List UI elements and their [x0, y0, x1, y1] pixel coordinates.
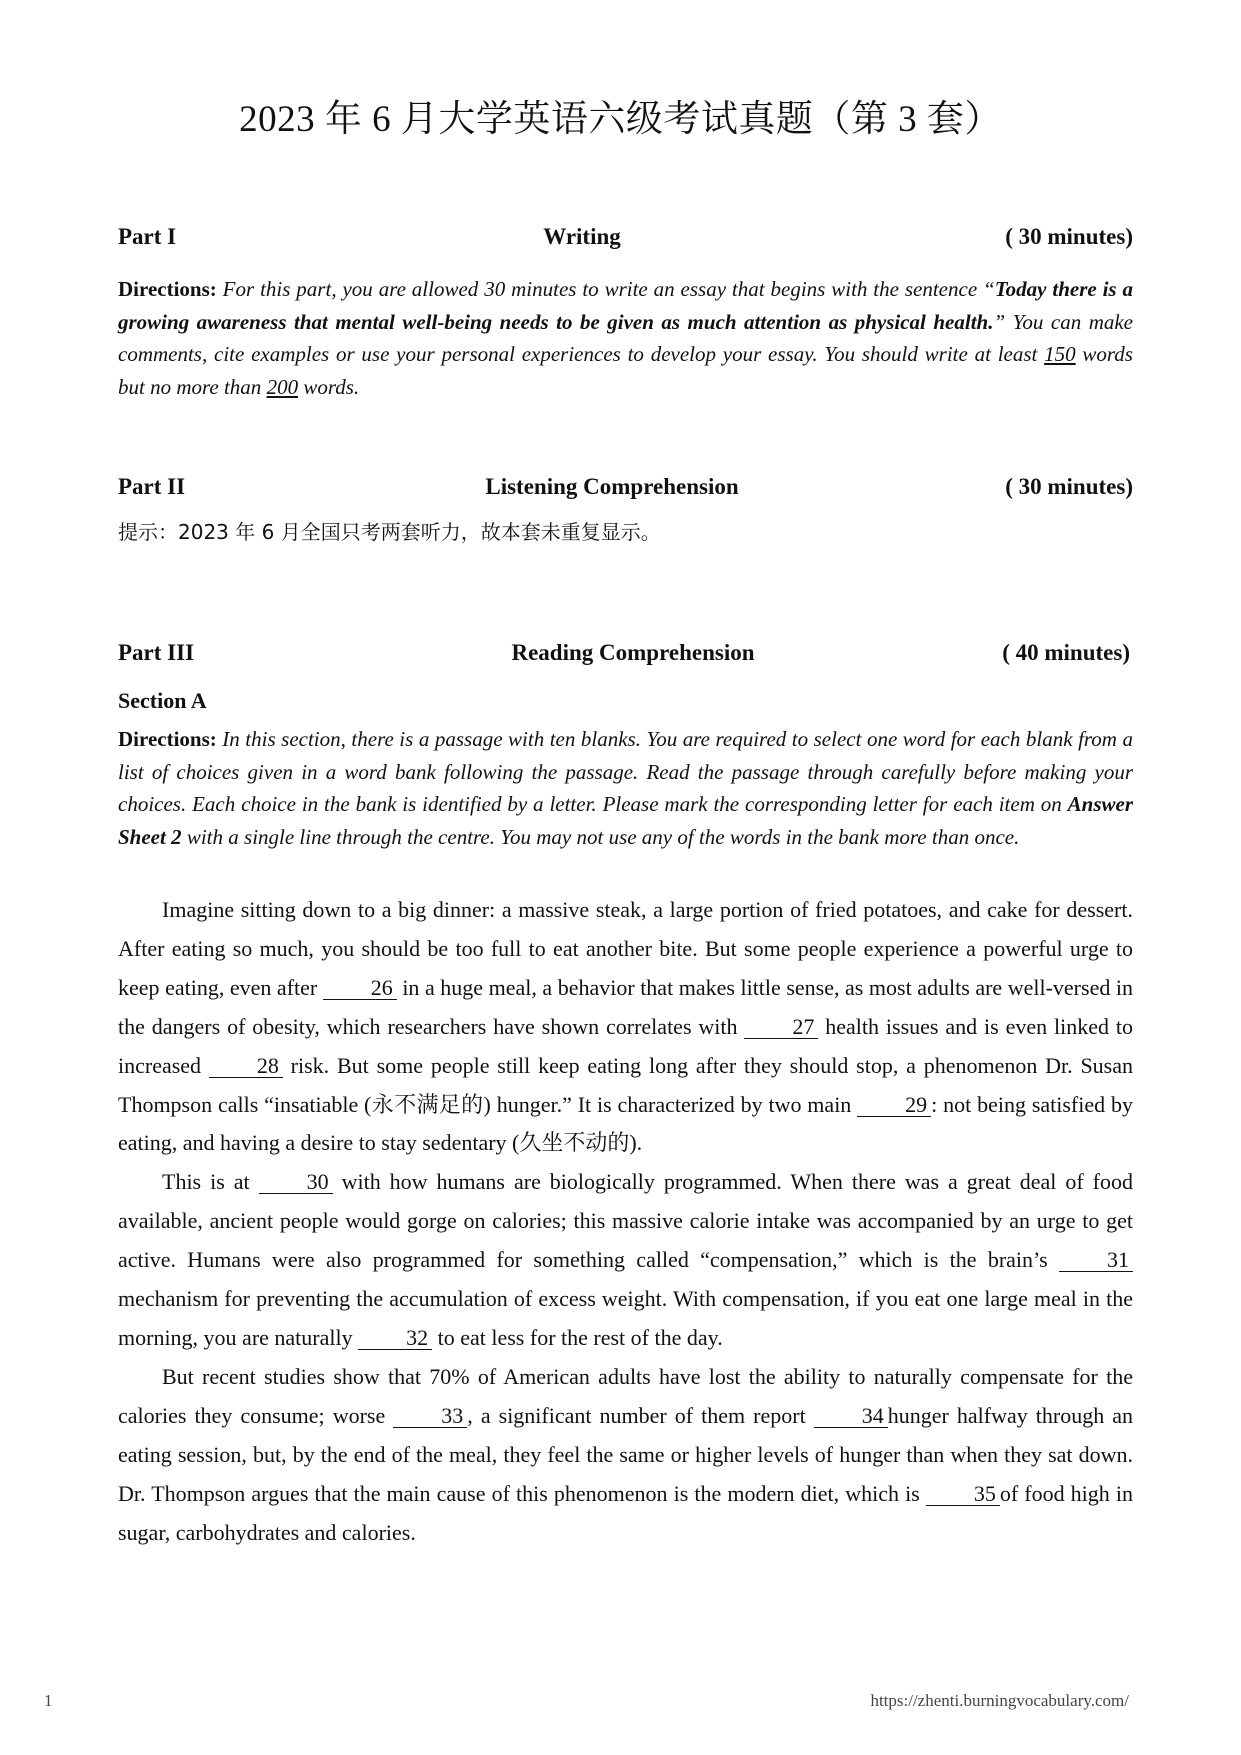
listening-tip: 提示：2023 年 6 月全国只考两套听力，故本套未重复显示。 [118, 520, 661, 544]
passage-paragraph-3 [118, 1358, 1133, 1553]
directions-text: For this part, you are allowed 30 minutes to write an essay that begins with the sentence “ [216, 277, 995, 301]
part-3-directions [118, 723, 1133, 853]
page-number: 1 [44, 1691, 53, 1710]
passage-text: mechanism for preventing the accumulation of excess weight. With compensation, if you eat one large meal in the morning, you are naturally [118, 1286, 1133, 1350]
directions-text: words but no more than [118, 342, 1133, 399]
passage-text: But recent studies show that 70% of American adults have lost the ability to naturally compensate for the calories they consume; worse [118, 1363, 1133, 1428]
blank-28: 28 [209, 1055, 283, 1078]
directions-text: with a single line through the centre. You may not use any of the words in the bank more than once. [181, 824, 1020, 849]
part-2-header [118, 474, 1133, 504]
passage-text: , a significant number of them report [467, 1402, 814, 1428]
min-words: 150 [1044, 342, 1076, 366]
part-1-name: Writing [543, 224, 621, 249]
document-title: 2023 年 6 月大学英语六级考试真题（第 3 套） [239, 99, 1002, 140]
essay-prompt: Today there is a growing awareness that mental well-being needs to be given as much attention as physical health. [118, 277, 1133, 334]
part-3-label: Part III [118, 640, 195, 665]
part-3-name: Reading Comprehension [511, 640, 755, 665]
answer-sheet-ref: Answer Sheet 2 [118, 792, 1133, 849]
part-3-time: ( 40 minutes) [1002, 640, 1130, 665]
blank-34: 34 [814, 1405, 888, 1428]
blank-26: 26 [323, 977, 397, 1000]
blank-35: 35 [926, 1483, 1000, 1506]
footer-url[interactable]: https://zhenti.burningvocabulary.com/ [870, 1691, 1129, 1710]
directions-text: words. [298, 374, 360, 399]
passage-text: to eat less for the rest of the day. [432, 1324, 723, 1350]
passage-paragraph-2 [118, 1163, 1133, 1358]
max-words: 200 [266, 374, 299, 399]
part-2-name: Listening Comprehension [485, 474, 739, 499]
blank-29: 29 [857, 1094, 931, 1117]
blank-31: 31 [1059, 1249, 1133, 1272]
part-3-header [118, 640, 1133, 670]
passage-text: of food high in sugar, carbohydrates and calories. [118, 1480, 1133, 1545]
passage-text: in a huge meal, a behavior that makes little sense, as most adults are well-versed in the dangers of obesity, which researchers have shown correlates with [118, 974, 1133, 1039]
blank-30: 30 [259, 1171, 333, 1194]
passage-text: Imagine sitting down to a big dinner: a massive steak, a large portion of fried potatoes, and cake for dessert. After eating so much, you should be too full to eat another bite. But some people experience a powerful urge to keep eating, even after [118, 897, 1133, 1000]
part-1-directions [118, 273, 1133, 403]
passage-paragraph-1 [118, 891, 1133, 1163]
part-2-label: Part II [118, 474, 186, 499]
reading-passage [118, 891, 1133, 1552]
passage-text: with how humans are biologically programmed. When there was a great deal of food available, ancient people would gorge on calories; this massive calorie intake was accompanied by an urge to get active. Humans were also programmed for something called “compensation,” which is the brain’s [118, 1169, 1133, 1273]
passage-text: : not being satisfied by eating, and having a desire to stay sedentary (久坐不动的). [118, 1091, 1133, 1156]
directions-text: In this section, there is a passage with ten blanks. You are required to select one word for each blank from a list of choices given in a word bank following the passage. Read the passage through carefully before making your choices. Each choice in the bank is identified by a letter. Please mark the corresponding letter for each item on [118, 727, 1133, 816]
directions-label: Directions: [118, 727, 217, 751]
directions-label: Directions: [118, 277, 217, 301]
blank-27: 27 [744, 1016, 818, 1039]
passage-text: This is at [162, 1169, 259, 1195]
passage-text: hunger halfway through an eating session, but, by the end of the meal, they feel the same or higher levels of hunger than when they sat down. Dr. Thompson argues that the main cause of this phenomenon is the modern diet, which is [118, 1402, 1133, 1506]
part-1-header [118, 224, 1133, 254]
blank-32: 32 [358, 1327, 432, 1350]
part-1-time: ( 30 minutes) [1005, 224, 1133, 249]
passage-text: health issues and is even linked to increased [118, 1013, 1133, 1078]
directions-text: ” You can make comments, cite examples or use your personal experiences to develop your essay. You should write at least [118, 309, 1134, 366]
section-a-label: Section A [118, 688, 207, 713]
blank-33: 33 [393, 1405, 467, 1428]
part-1-label: Part I [118, 224, 177, 249]
part-2-time: ( 30 minutes) [1005, 474, 1133, 499]
passage-text: risk. But some people still keep eating long after they should stop, a phenomenon Dr. Susan Thompson calls “insatiable (永不满足的) hunger.” It is characterized by two main [118, 1052, 1134, 1117]
